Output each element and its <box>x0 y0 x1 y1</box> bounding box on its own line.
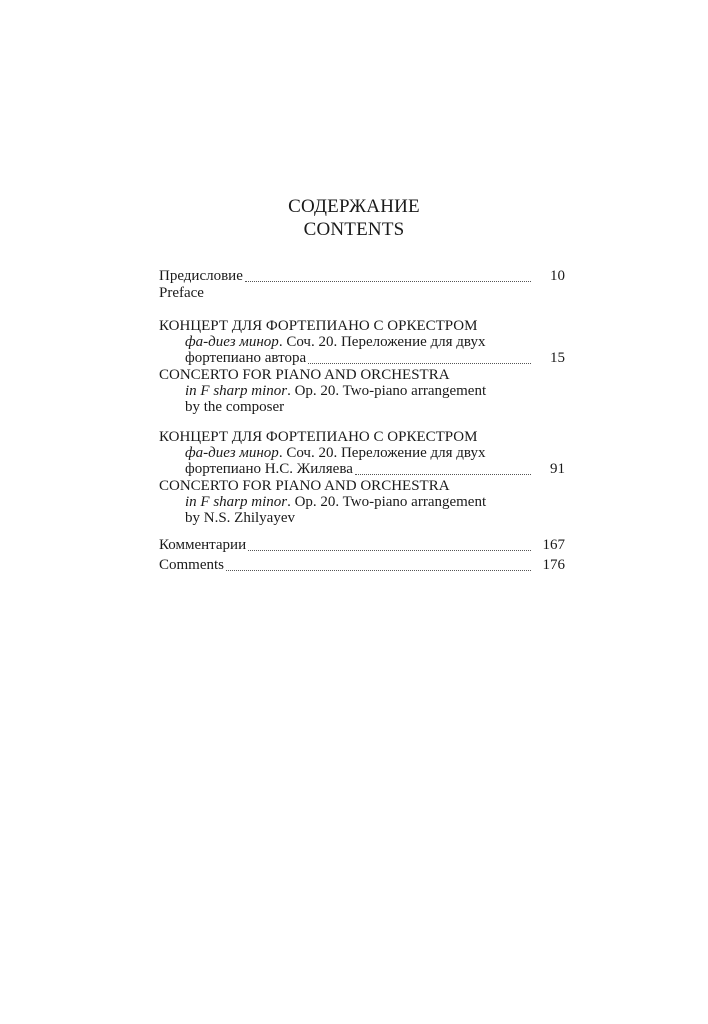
toc-label: фортепиано автора <box>185 350 307 366</box>
key-italic: фа-диез минор <box>185 334 279 350</box>
key-italic: in F sharp minor <box>185 383 288 399</box>
key-italic: фа-диез минор <box>185 445 279 461</box>
toc-entry-comments-ru[interactable] <box>159 535 565 555</box>
toc-label: Комментарии <box>159 537 247 553</box>
opus-text: . Op. 20. Two-piano arrangement <box>287 494 487 510</box>
toc-arranger-en: by the composer <box>185 399 285 415</box>
toc-entry-preface[interactable] <box>159 266 565 286</box>
opus-text: . Op. 20. Two-piano arrangement <box>287 383 487 399</box>
opus-text: . Соч. 20. Переложение для двух <box>278 445 486 461</box>
toc-entry-comments-en[interactable] <box>159 555 565 575</box>
contents-heading-en: CONTENTS <box>303 219 405 240</box>
toc-entry-concerto-author-title-ru[interactable]: КОНЦЕРТ ДЛЯ ФОРТЕПИАНО С ОРКЕСТРОМ <box>159 318 478 334</box>
dot-leader <box>226 570 531 571</box>
toc-entry-concerto-author-title-en: CONCERTO FOR PIANO AND ORCHESTRA <box>159 367 450 383</box>
page-number: 176 <box>542 557 565 573</box>
key-italic: in F sharp minor <box>185 494 288 510</box>
contents-heading-ru: СОДЕРЖАНИЕ <box>288 196 420 217</box>
dot-leader <box>248 550 531 551</box>
toc-arranger-en: by N.S. Zhilyayev <box>185 510 295 526</box>
toc-entry-concerto-zhilyaev-title-ru[interactable]: КОНЦЕРТ ДЛЯ ФОРТЕПИАНО С ОРКЕСТРОМ <box>159 429 478 445</box>
toc-label-en: Preface <box>159 285 204 301</box>
opus-text: . Соч. 20. Переложение для двух <box>278 334 486 350</box>
toc-entry-concerto-zhilyaev-title-en: CONCERTO FOR PIANO AND ORCHESTRA <box>159 478 450 494</box>
page-number: 91 <box>550 461 565 477</box>
toc-label: Предисловие <box>159 268 243 284</box>
page-number: 167 <box>542 537 565 553</box>
page-number: 15 <box>550 350 565 366</box>
page-number: 10 <box>550 268 565 284</box>
toc-label: фортепиано Н.С. Жиляева <box>185 461 353 477</box>
dot-leader <box>308 363 531 364</box>
dot-leader <box>355 474 531 475</box>
toc-label: Comments <box>159 557 225 573</box>
dot-leader <box>245 281 531 282</box>
